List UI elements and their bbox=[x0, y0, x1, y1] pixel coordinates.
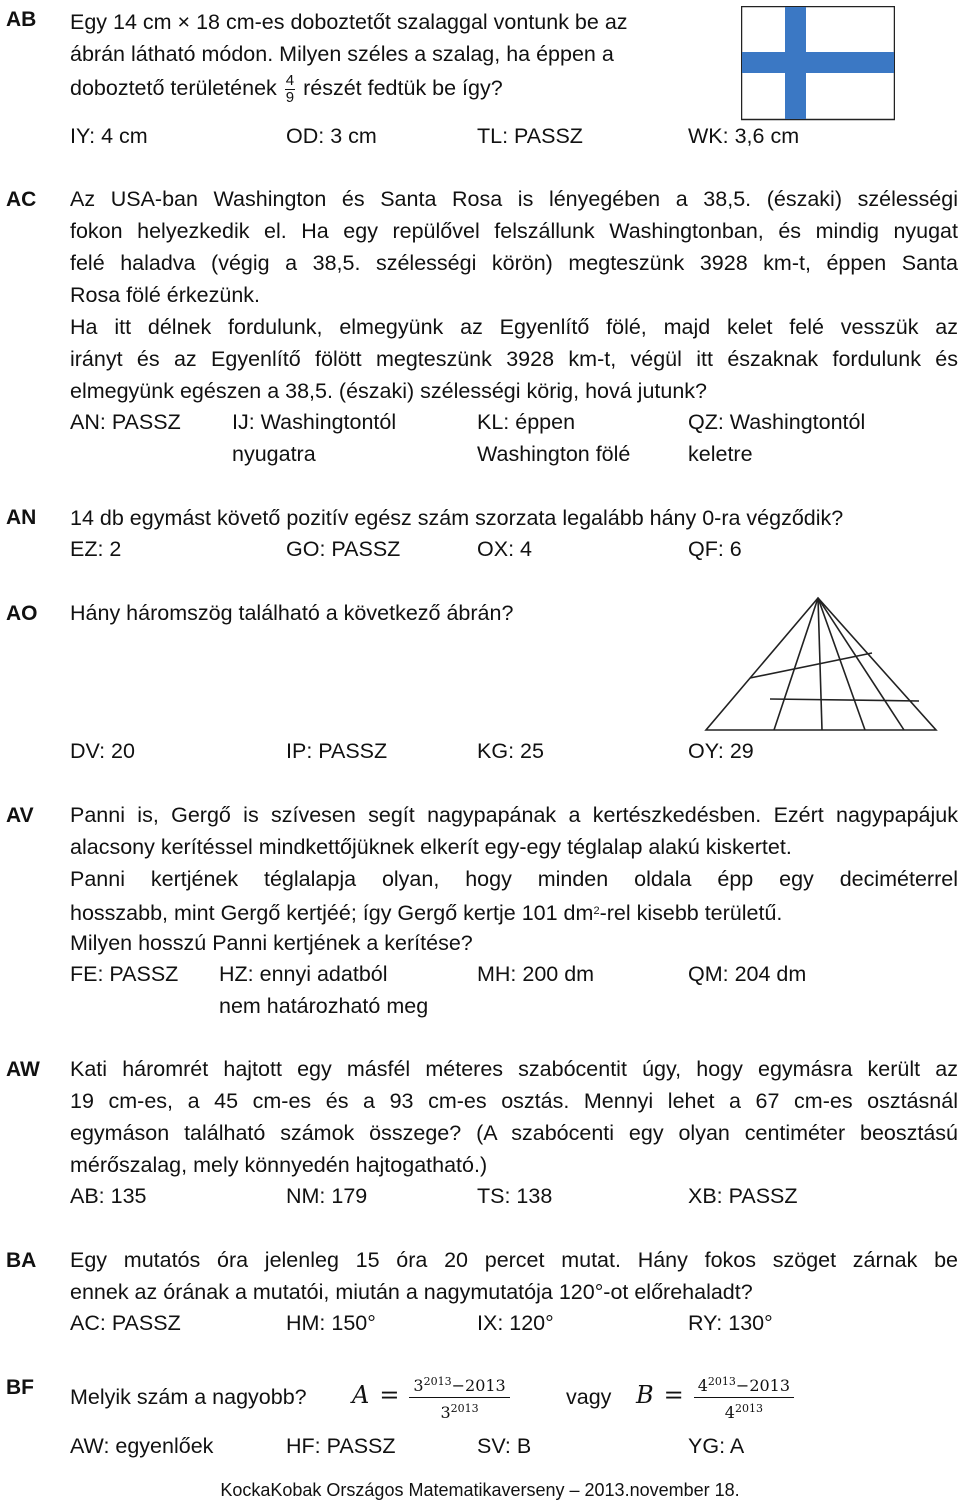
variable-a: A bbox=[352, 1381, 370, 1409]
question-ac-line-6: irányt és az Egyenlítő fölött megteszünk 3928 km-t, végül itt északnak fordulunk és bbox=[70, 347, 958, 371]
question-av-line-4-post: -rel kisebb területű. bbox=[599, 901, 783, 925]
answer-ac-2-line-1: IJ: Washingtontól bbox=[232, 410, 397, 434]
question-ac-line-5: Ha itt délnek fordulunk, elmegyünk az Egyenlítő fölé, majd kelet felé vesszük az bbox=[70, 315, 958, 339]
fraction-b bbox=[694, 1371, 794, 1424]
cevian-1 bbox=[774, 598, 818, 730]
question-ba-line-2: ennek az órának a mutatói, miután a nagymutatója 120°-ot előrehaladt? bbox=[70, 1280, 753, 1304]
answer-bf-2[interactable]: HF: PASSZ bbox=[286, 1434, 396, 1458]
answer-av-3-line: MH: 200 dm bbox=[477, 962, 595, 986]
question-label-aw: AW bbox=[6, 1058, 40, 1081]
question-label-ab: AB bbox=[6, 8, 37, 31]
question-label-an: AN bbox=[6, 506, 37, 529]
equals-sign-b: = bbox=[663, 1381, 684, 1409]
answer-av-2-line-1: HZ: ennyi adatból bbox=[219, 962, 388, 986]
cevian-4 bbox=[818, 598, 904, 730]
question-ac-line-7: elmegyünk egészen a 38,5. (északi) szélességi körig, hová jutunk? bbox=[70, 379, 707, 403]
answer-ao-4[interactable]: OY: 29 bbox=[688, 739, 754, 763]
question-ab-line-3-pre: doboztető területének bbox=[70, 76, 277, 100]
answer-an-3[interactable]: OX: 4 bbox=[477, 537, 532, 561]
answer-av-2[interactable] bbox=[219, 958, 428, 1022]
fraction-a-denominator bbox=[440, 1403, 478, 1422]
b-den-exp: 2013 bbox=[734, 1401, 763, 1415]
answer-ab-2[interactable]: OD: 3 cm bbox=[286, 124, 377, 148]
question-label-ac: AC bbox=[6, 188, 37, 211]
answer-aw-2[interactable]: NM: 179 bbox=[286, 1184, 368, 1208]
question-ac-line-3: felé haladva (végig a 38,5. szélességi körön) megteszünk 3928 km-t, éppen Santa bbox=[70, 251, 958, 275]
b-num-tail: −2013 bbox=[735, 1375, 791, 1395]
question-aw-line-2: 19 cm-es, a 45 cm-es és a 93 cm-es osztás. Mennyi lehet a 67 cm-es osztásnál bbox=[70, 1089, 958, 1113]
answer-bf-1[interactable]: AW: egyenlőek bbox=[70, 1434, 214, 1458]
formula-a bbox=[352, 1370, 510, 1424]
answer-av-1-line: FE: PASSZ bbox=[70, 962, 179, 986]
ribbon-horizontal bbox=[742, 52, 894, 73]
answer-an-4[interactable]: QF: 6 bbox=[688, 537, 742, 561]
answer-aw-3[interactable]: TS: 138 bbox=[477, 1184, 553, 1208]
answer-ba-1[interactable]: AC: PASSZ bbox=[70, 1311, 181, 1335]
question-av-line-4 bbox=[70, 895, 782, 929]
b-num-exp: 2013 bbox=[707, 1374, 736, 1388]
answer-av-3[interactable] bbox=[477, 958, 594, 990]
question-aw-line-3: egymáson található számok összege? (A szabócenti egy olyan centiméter beosztású bbox=[70, 1121, 958, 1145]
question-ac-line-4: Rosa fölé érkezünk. bbox=[70, 283, 261, 307]
answer-aw-4[interactable]: XB: PASSZ bbox=[688, 1184, 798, 1208]
a-num-exp: 2013 bbox=[423, 1374, 452, 1388]
answer-av-1[interactable] bbox=[70, 958, 178, 990]
question-label-ao: AO bbox=[6, 602, 38, 625]
a-den-base: 3 bbox=[440, 1402, 451, 1422]
question-ab-line-2: ábrán látható módon. Milyen széles a szalag, ha éppen a bbox=[70, 42, 614, 66]
fraction-a-numerator bbox=[409, 1371, 509, 1398]
answer-ac-3-line-2: Washington fölé bbox=[477, 442, 631, 466]
superscript-two: 2 bbox=[593, 905, 600, 917]
transversal-2 bbox=[770, 699, 919, 701]
answer-av-4[interactable] bbox=[688, 958, 806, 990]
question-ab-line-1: Egy 14 cm × 18 cm-es doboztetőt szalaggal vontunk be az bbox=[70, 10, 628, 34]
b-num-base: 4 bbox=[697, 1375, 708, 1395]
question-bf-text: Melyik szám a nagyobb? bbox=[70, 1385, 307, 1409]
question-ac-line-1: Az USA-ban Washington és Santa Rosa is lényegében a 38,5. (északi) szélességi bbox=[70, 187, 958, 211]
answer-ac-1-line: AN: PASSZ bbox=[70, 410, 181, 434]
fraction-four-ninths bbox=[285, 73, 295, 106]
question-an-line-1: 14 db egymást követő pozitív egész szám szorzata legalább hány 0-ra végződik? bbox=[70, 506, 844, 530]
variable-b: B bbox=[636, 1381, 654, 1409]
question-aw-line-1: Kati háromrét hajtott egy másfél méteres szabócentit úgy, hogy egymásra került az bbox=[70, 1057, 958, 1081]
answer-ao-1[interactable]: DV: 20 bbox=[70, 739, 135, 763]
answer-ao-3[interactable]: KG: 25 bbox=[477, 739, 544, 763]
answer-ac-3-line-1: KL: éppen bbox=[477, 410, 576, 434]
question-av-line-1: Panni is, Gergő is szívesen segít nagypapának a kertészkedésben. Ezért nagypapájuk bbox=[70, 803, 958, 827]
answer-an-2[interactable]: GO: PASSZ bbox=[286, 537, 401, 561]
answer-ab-4[interactable]: WK: 3,6 cm bbox=[688, 124, 800, 148]
answer-ao-2[interactable]: IP: PASSZ bbox=[286, 739, 388, 763]
page-footer: KockaKobak Országos Matematikaverseny – 2013.november 18. bbox=[220, 1480, 740, 1500]
question-av-line-2: alacsony kerítéssel mindkettőjüknek elkerít egy-egy téglalap alakú kiskertet. bbox=[70, 835, 792, 859]
answer-ac-4[interactable] bbox=[688, 406, 865, 470]
gift-box-ribbon-figure bbox=[741, 6, 895, 121]
answer-ba-4[interactable]: RY: 130° bbox=[688, 1311, 773, 1335]
answer-ac-2[interactable] bbox=[232, 406, 396, 470]
answer-ac-3[interactable] bbox=[477, 406, 630, 470]
question-ac-line-2: fokon helyezkedik el. Ha egy repülővel felszállunk Washingtonban, és mindig nyugat bbox=[70, 219, 958, 243]
b-den-base: 4 bbox=[724, 1402, 735, 1422]
equals-sign-a: = bbox=[379, 1381, 400, 1409]
fraction-denominator: 9 bbox=[285, 88, 295, 106]
answer-ba-3[interactable]: IX: 120° bbox=[477, 1311, 554, 1335]
question-av-line-3: Panni kertjének téglalapja olyan, hogy minden oldala épp egy deciméterrel bbox=[70, 867, 958, 891]
question-ba-line-1: Egy mutatós óra jelenleg 15 óra 20 percet mutat. Hány fokos szöget zárnak be bbox=[70, 1248, 958, 1272]
question-label-ba: BA bbox=[6, 1249, 37, 1272]
or-word: vagy bbox=[566, 1385, 612, 1409]
answer-ba-2[interactable]: HM: 150° bbox=[286, 1311, 376, 1335]
fraction-numerator: 4 bbox=[285, 71, 295, 89]
question-label-av: AV bbox=[6, 804, 34, 827]
answer-ac-4-line-2: keletre bbox=[688, 442, 753, 466]
triangle-count-figure bbox=[700, 594, 940, 734]
question-ab-line-3 bbox=[70, 72, 503, 106]
answer-bf-4[interactable]: YG: A bbox=[688, 1434, 745, 1458]
answer-ab-1[interactable]: IY: 4 cm bbox=[70, 124, 148, 148]
answer-ac-1[interactable] bbox=[70, 406, 181, 438]
answer-ac-4-line-1: QZ: Washingtontól bbox=[688, 410, 866, 434]
question-aw-line-4: mérőszalag, mely könnyedén hajtogatható.) bbox=[70, 1153, 488, 1177]
a-den-exp: 2013 bbox=[450, 1401, 479, 1415]
fraction-b-numerator bbox=[694, 1371, 794, 1398]
cevian-3 bbox=[818, 598, 865, 730]
a-num-base: 3 bbox=[413, 1375, 424, 1395]
question-ao-line-1: Hány háromszög található a következő ábrán? bbox=[70, 601, 514, 625]
answer-an-1[interactable]: EZ: 2 bbox=[70, 537, 122, 561]
answer-ac-2-line-2: nyugatra bbox=[232, 442, 316, 466]
answer-av-4-line: QM: 204 dm bbox=[688, 962, 807, 986]
fraction-a bbox=[409, 1371, 509, 1424]
question-av-line-5: Milyen hosszú Panni kertjének a kerítése? bbox=[70, 931, 473, 955]
question-ab-line-3-post: részét fedtük be így? bbox=[303, 76, 503, 100]
answer-bf-3[interactable]: SV: B bbox=[477, 1434, 532, 1458]
question-av-line-4-pre: hosszabb, mint Gergő kertjéé; így Gergő kertje 101 dm bbox=[70, 901, 594, 925]
answer-av-2-line-2: nem határozható meg bbox=[219, 994, 429, 1018]
fraction-b-denominator bbox=[725, 1403, 763, 1422]
formula-b bbox=[636, 1370, 794, 1424]
a-num-tail: −2013 bbox=[451, 1375, 506, 1395]
answer-ab-3[interactable]: TL: PASSZ bbox=[477, 124, 583, 148]
answer-aw-1[interactable]: AB: 135 bbox=[70, 1184, 147, 1208]
question-label-bf: BF bbox=[6, 1376, 34, 1399]
